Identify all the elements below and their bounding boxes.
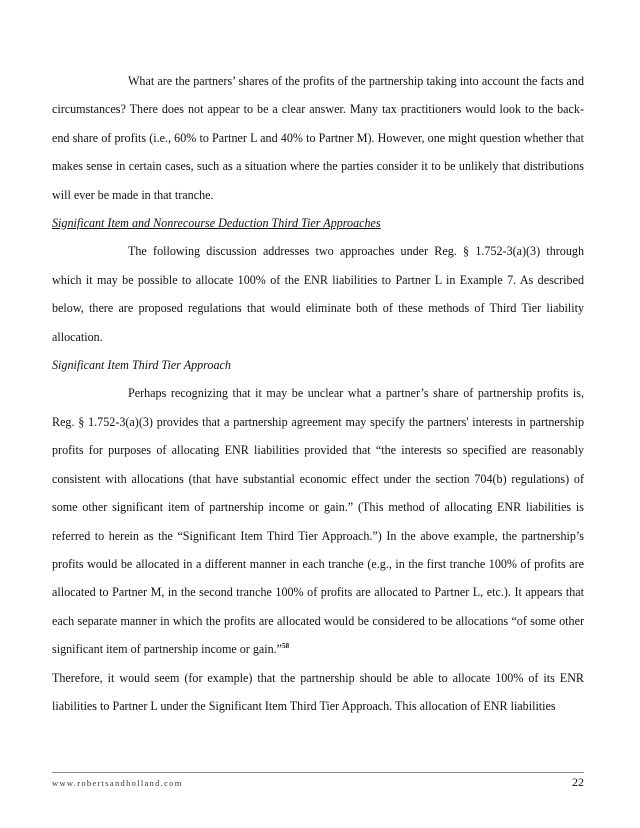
heading-significant-item-approaches: Significant Item and Nonrecourse Deduction Third Tier Approaches xyxy=(52,216,381,231)
footer-website: www.robertsandholland.com xyxy=(52,778,183,788)
paragraph-profits-shares: What are the partners’ shares of the profits of the partnership taking into account the facts and circumstances? There does not appear to be a clear answer. Many tax practitioners would look to the back-end share of profits (i.e., 60% to Partner L and 40% to Partner M). However, one might question whether that makes sense in certain cases, such as a situation where the parties consider it to be unlikely that distributions will ever be made in that tranche. xyxy=(52,74,584,202)
footer-divider xyxy=(52,772,584,773)
paragraph-two-approaches: The following discussion addresses two approaches under Reg. § 1.752-3(a)(3) through which it may be possible to allocate 100% of the ENR liabilities to Partner L in Example 7. As described below, there are proposed regulations that would eliminate both of these methods of Third Tier liability allocation. xyxy=(52,244,584,344)
footnote-marker[interactable]: 58 xyxy=(282,642,290,651)
paragraph-continuation-text: Therefore, it would seem (for example) that the partnership should be able to allocate 100% of its ENR liabilities to Partner L under the Significant Item Third Tier Approach. This allocation of ENR liabilities xyxy=(52,670,584,713)
paragraph-significant-item xyxy=(52,379,584,720)
document-body xyxy=(52,67,584,720)
paragraph-significant-item-text: Perhaps recognizing that it may be unclear what a partner’s share of partnership profits is, Reg. § 1.752-3(a)(3) provides that a partnership agreement may specify the partners' interests in partnership profits for purposes of allocating ENR liabilities provided that “the interests so specified are reasonably consistent with allocations (that have substantial economic effect under the section 704(b) regulations) of some other significant item of partnership income or gain.” (This method of allocating ENR liabilities is referred to herein as the “Significant Item Third Tier Approach.”) In the above example, the partnership’s profits would be allocated in a different manner in each tranche (e.g., in the first tranche 100% of profits are allocated to Partner M, in the second tranche 100% of profits are allocated to Partner L, etc.). It appears that each separate manner in which the profits are allocated would be considered to be allocations “of some other significant item of partnership income or gain.” xyxy=(52,386,584,657)
page-number: 22 xyxy=(572,775,584,789)
heading-significant-item-third-tier: Significant Item Third Tier Approach xyxy=(52,358,231,373)
